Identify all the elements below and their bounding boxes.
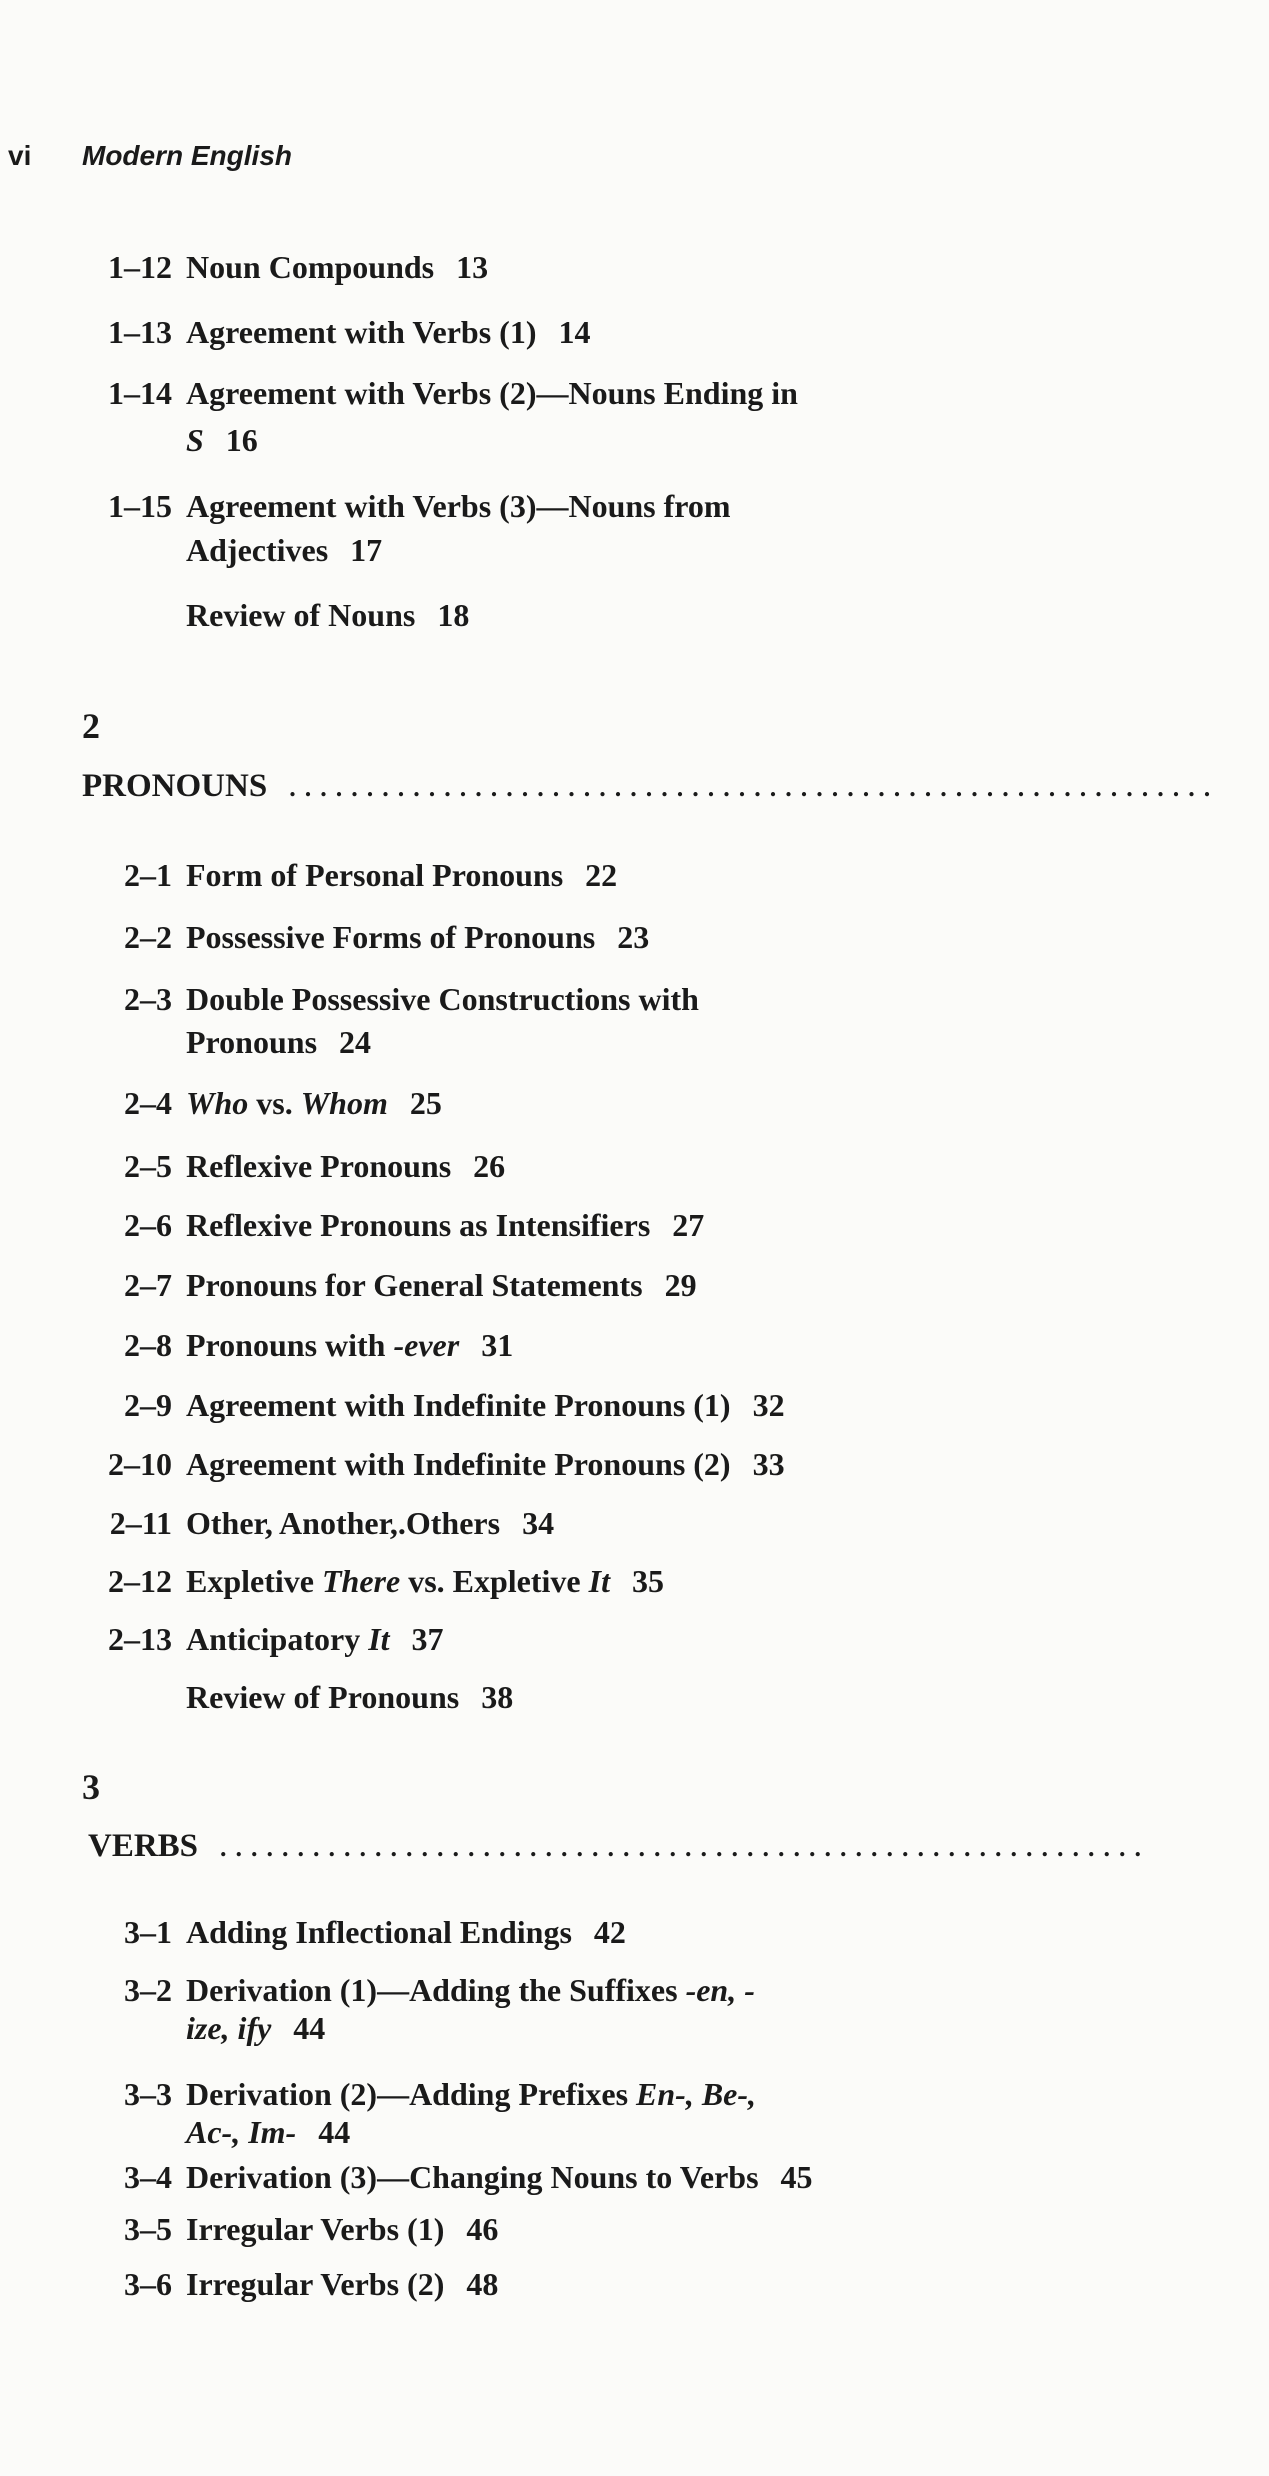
entry-number: 2–10 <box>108 1446 172 1482</box>
entry-title-italic: Who <box>186 1085 249 1121</box>
entry-number: 1–12 <box>108 249 172 285</box>
entry-title: Derivation (2)—Adding Prefixes <box>186 2076 637 2112</box>
entry-page: 42 <box>593 1914 626 1950</box>
entry-number: 3–2 <box>124 1972 172 2008</box>
entry-title: Other, Another,.Others <box>186 1505 501 1541</box>
entry-title: Pronouns with <box>186 1327 394 1363</box>
entry-number: 1–13 <box>108 314 172 350</box>
entry-title-italic: It <box>368 1621 390 1657</box>
chapter-title: PRONOUNS <box>82 768 268 804</box>
entry-number: 2–2 <box>124 919 172 955</box>
entry-title-italic: -en, -ize, ify <box>186 1972 755 2046</box>
entry-title: Expletive <box>186 1563 322 1599</box>
entry-title: Review of Pronouns <box>186 1679 460 1715</box>
entry-number: 2–13 <box>108 1621 172 1657</box>
entry-title: Reflexive Pronouns <box>186 1148 452 1184</box>
entry-page: 22 <box>585 857 618 893</box>
chapter-number: 3 <box>82 1767 100 1807</box>
entry-page: 14 <box>558 314 591 350</box>
entry-title: Review of Nouns <box>186 597 416 633</box>
entry-page: 27 <box>672 1207 705 1243</box>
entry-title: Derivation (3)—Changing Nouns to Verbs <box>186 2159 759 2195</box>
entry-title-italic: En-, Be-, Ac-, Im- <box>186 2076 757 2150</box>
entry-page: 16 <box>225 422 258 458</box>
entry-page: 23 <box>617 919 650 955</box>
entry-title-italic: -ever <box>393 1327 460 1363</box>
entry-page: 48 <box>466 2266 499 2302</box>
entry-number: 1–14 <box>108 375 172 411</box>
entry-number: 2–7 <box>124 1267 172 1303</box>
entry-number: 1–15 <box>108 488 172 524</box>
entry-number: 2–9 <box>124 1387 172 1423</box>
entry-page: 13 <box>456 249 489 285</box>
entry-title: Form of Personal Pronouns <box>186 857 564 893</box>
entry-page: 35 <box>631 1563 664 1599</box>
entry-number: 3–3 <box>124 2076 172 2112</box>
entry-title: Agreement with Verbs (2)—Nouns Ending in <box>186 375 798 411</box>
entry-title: Pronouns for General Statements <box>186 1267 643 1303</box>
entry-number: 3–5 <box>124 2211 172 2247</box>
entry-number: 2–1 <box>124 857 172 893</box>
entry-page: 45 <box>780 2159 813 2195</box>
dot-leader: ............................................................ <box>289 773 1220 802</box>
entry-page: 44 <box>318 2114 351 2150</box>
entry-number: 3–4 <box>124 2159 172 2195</box>
entry-title: vs. Expletive <box>400 1563 589 1599</box>
entry-page: 44 <box>293 2010 326 2046</box>
entry-number: 2–11 <box>109 1505 172 1541</box>
chapter-title-row <box>82 768 1259 805</box>
entry-number: 3–6 <box>124 2266 172 2302</box>
entry-number: 2–4 <box>124 1085 172 1121</box>
entry-title: Possessive Forms of Pronouns <box>186 919 596 955</box>
entry-title: Noun Compounds <box>186 249 435 285</box>
entry-page: 24 <box>339 1024 372 1060</box>
entry-page: 33 <box>752 1446 785 1482</box>
entry-number: 2–12 <box>108 1563 172 1599</box>
entry-page: 31 <box>481 1327 514 1363</box>
entry-page: 37 <box>411 1621 444 1657</box>
entry-title-italic: S <box>186 422 204 458</box>
entry-title: Derivation (1)—Adding the Suffixes <box>186 1972 686 2008</box>
entry-title-italic: Whom <box>300 1085 388 1121</box>
book-title: Modern English <box>82 140 292 171</box>
entry-title: Irregular Verbs (1) <box>186 2211 445 2247</box>
entry-number: 3–1 <box>124 1914 172 1950</box>
entry-page: 17 <box>350 532 383 568</box>
entry-page: 18 <box>437 597 470 633</box>
entry-title: Irregular Verbs (2) <box>186 2266 445 2302</box>
entry-title: Agreement with Indefinite Pronouns (1) <box>186 1387 731 1423</box>
entry-number: 2–6 <box>124 1207 172 1243</box>
entry-title: Anticipatory <box>186 1621 369 1657</box>
entry-title: Adding Inflectional Endings <box>186 1914 572 1950</box>
entry-title: vs. <box>248 1085 301 1121</box>
entry-title: Agreement with Verbs (1) <box>186 314 537 350</box>
entry-number: 2–5 <box>124 1148 172 1184</box>
entry-page: 38 <box>481 1679 514 1715</box>
entry-title: Agreement with Indefinite Pronouns (2) <box>186 1446 731 1482</box>
entry-page: 34 <box>522 1505 555 1541</box>
chapter-title: VERBS <box>88 1828 199 1864</box>
entry-number: 2–3 <box>124 981 172 1017</box>
entry-title: Double Possessive Constructions with Pronouns <box>186 981 699 1060</box>
entry-title-italic: There <box>321 1563 401 1599</box>
entry-title: Agreement with Verbs (3)—Nouns from Adjectives <box>186 488 731 568</box>
entry-page: 25 <box>409 1085 442 1121</box>
entry-page: 46 <box>466 2211 499 2247</box>
page-number: vi <box>8 140 32 171</box>
entry-page: 29 <box>664 1267 697 1303</box>
entry-title: Reflexive Pronouns as Intensifiers <box>186 1207 651 1243</box>
entry-page: 26 <box>473 1148 506 1184</box>
chapter-title-row <box>88 1828 1259 1865</box>
dot-leader: ............................................................ <box>220 1833 1151 1862</box>
chapter-number: 2 <box>82 706 100 746</box>
entry-number: 2–8 <box>124 1327 172 1363</box>
entry-title-italic: It <box>588 1563 610 1599</box>
entry-page: 32 <box>752 1387 785 1423</box>
